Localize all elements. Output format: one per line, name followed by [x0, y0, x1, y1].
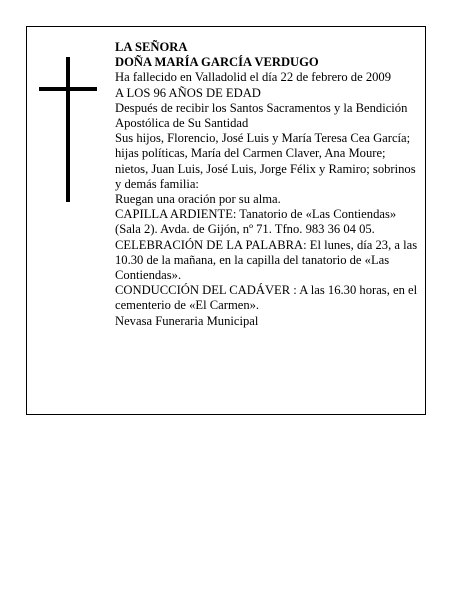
cross-icon: [39, 57, 97, 202]
deceased-name: DOÑA MARÍA GARCÍA VERDUGO: [115, 55, 319, 70]
age-statement: A LOS 96 AÑOS DE EDAD: [115, 85, 261, 100]
celebration-info: CELEBRACIÓN DE LA PALABRA: El lunes, día 23, a las 10.30 de la mañana, en la capilla del tanatorio de «Las Contiendas».: [115, 237, 418, 283]
family-list: Sus hijos, Florencio, José Luis y María Teresa Cea García; hijas políticas, María del Carmen Claver, Ana Moure; nietos, Juan Luis, José Luis, Jorge Félix y Ramiro; sobrinos y demás familia:: [115, 131, 416, 191]
funeral-home: Nevasa Funeraria Municipal: [115, 313, 259, 328]
sacraments-statement: Después de recibir los Santos Sacramentos y la Bendición Apostólica de Su Santidad: [115, 100, 408, 131]
deceased-title: LA SEÑORA: [115, 40, 188, 54]
obituary-text: [115, 40, 421, 329]
conduction-info: CONDUCCIÓN DEL CADÁVER : A las 16.30 horas, en el cementerio de «El Carmen».: [115, 283, 418, 313]
cross-vertical-bar: [66, 57, 70, 202]
chapel-info: CAPILLA ARDIENTE: Tanatorio de «Las Contiendas» (Sala 2). Avda. de Gijón, nº 71. Tfno. 983 36 04 05.: [115, 207, 397, 237]
obituary-notice: [26, 26, 426, 415]
prayer-request: Ruegan una oración por su alma.: [115, 192, 281, 207]
death-statement: Ha fallecido en Valladolid el día 22 de febrero de 2009: [115, 70, 392, 85]
cross-horizontal-bar: [39, 87, 97, 91]
